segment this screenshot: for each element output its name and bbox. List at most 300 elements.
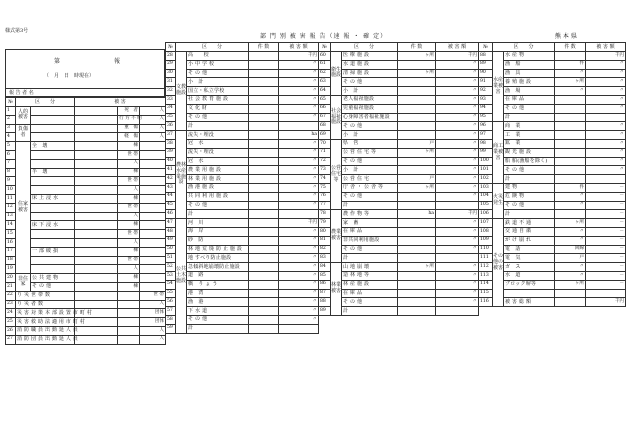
amount-cell[interactable]: 〃 [279, 183, 319, 192]
amount-cell[interactable]: 〃 [586, 166, 626, 175]
amount-cell[interactable]: 〃 [279, 95, 319, 104]
amount-cell[interactable]: 千円 [436, 52, 479, 61]
row-number: 9 [6, 177, 16, 186]
item-label: そ の 他 [342, 78, 398, 87]
count-cell[interactable] [249, 324, 279, 333]
amount-cell[interactable]: 〃 [436, 131, 479, 140]
amount-cell[interactable]: 〃 [279, 263, 319, 272]
value-cell[interactable] [75, 203, 118, 212]
amount-cell[interactable]: － [586, 245, 626, 254]
amount-cell[interactable]: 〃 [436, 219, 479, 228]
table-row [319, 280, 479, 289]
amount-cell[interactable]: 千円 [586, 298, 626, 307]
amount-cell[interactable]: 〃 [586, 95, 626, 104]
count-cell[interactable] [555, 166, 586, 175]
count-cell[interactable] [398, 289, 436, 298]
count-cell[interactable] [249, 289, 279, 298]
table-row [6, 107, 166, 116]
count-cell[interactable] [249, 280, 279, 289]
amount-cell[interactable]: 〃 [279, 192, 319, 201]
sub-label [31, 203, 75, 212]
table-row [479, 219, 626, 228]
amount-cell[interactable]: 〃 [586, 78, 626, 87]
amount-cell[interactable]: 〃 [279, 289, 319, 298]
value-cell[interactable] [140, 282, 166, 291]
value-cell[interactable] [75, 177, 118, 186]
amount-cell[interactable]: － [586, 192, 626, 201]
count-cell[interactable]: 戸 [398, 139, 436, 148]
count-cell[interactable] [555, 95, 586, 104]
value-cell[interactable] [75, 230, 118, 239]
amount-cell[interactable]: 〃 [436, 113, 479, 122]
count-cell[interactable]: 〃 [555, 87, 586, 96]
table-row [166, 271, 319, 280]
amount-cell[interactable]: 千円 [279, 219, 319, 228]
amount-cell[interactable]: 千円 [279, 52, 319, 61]
row-number: 20 [6, 274, 16, 283]
amount-cell[interactable]: 〃 [436, 166, 479, 175]
count-cell[interactable] [249, 113, 279, 122]
amount-cell[interactable]: 〃 [586, 87, 626, 96]
count-cell[interactable] [249, 307, 279, 316]
row-number: 3 [6, 124, 16, 133]
value-cell[interactable] [140, 159, 166, 168]
count-cell[interactable]: 〃 [555, 69, 586, 78]
amount-cell[interactable]: 〃 [279, 148, 319, 157]
value-cell[interactable] [140, 230, 166, 239]
amount-cell[interactable]: － [586, 263, 626, 272]
count-cell[interactable] [555, 52, 586, 61]
unit-cell: 世 帯 [118, 230, 140, 239]
value-cell[interactable] [140, 238, 166, 247]
count-cell[interactable] [398, 254, 436, 263]
amount-cell[interactable]: 〃 [279, 166, 319, 175]
count-cell[interactable] [555, 122, 586, 131]
count-cell[interactable]: ヶ所 [398, 183, 436, 192]
table-row [166, 315, 319, 324]
value-cell[interactable] [75, 194, 118, 203]
table-row [319, 104, 479, 113]
amount-cell[interactable] [586, 175, 626, 184]
count-cell[interactable] [249, 157, 279, 166]
amount-cell[interactable]: 〃 [436, 69, 479, 78]
amount-cell[interactable]: 〃 [436, 192, 479, 201]
table-row [166, 192, 319, 201]
value-cell[interactable] [75, 186, 118, 195]
amount-cell[interactable]: 〃 [436, 271, 479, 280]
value-cell[interactable] [140, 221, 166, 230]
header-amount: 被 害 額 [436, 43, 479, 52]
count-cell[interactable] [398, 219, 436, 228]
item-label: そ の 他 [342, 157, 398, 166]
amount-cell[interactable]: 〃 [279, 236, 319, 245]
value-cell[interactable] [118, 300, 140, 309]
amount-cell[interactable]: 千円 [436, 210, 479, 219]
count-cell[interactable] [249, 271, 279, 280]
unit-cell: 人 [118, 159, 140, 168]
amount-cell[interactable]: 〃 [436, 263, 479, 272]
count-cell[interactable]: ヶ所 [398, 52, 436, 61]
count-cell[interactable] [249, 148, 279, 157]
count-cell[interactable]: 〃 [555, 201, 586, 210]
reporter-name-field[interactable]: 報 告 者 名 [5, 88, 165, 97]
amount-cell[interactable]: － [586, 280, 626, 289]
amount-cell[interactable]: 〃 [436, 289, 479, 298]
value-cell[interactable] [140, 256, 166, 265]
count-cell[interactable]: 件 [555, 183, 586, 192]
amount-cell[interactable]: 〃 [436, 236, 479, 245]
amount-cell[interactable] [436, 201, 479, 210]
count-cell[interactable] [249, 236, 279, 245]
group-label: 社会福祉施設 [331, 95, 342, 139]
amount-cell[interactable] [586, 289, 626, 298]
count-cell[interactable]: ha [398, 210, 436, 219]
row-number: 114 [479, 280, 493, 289]
amount-cell[interactable]: － [586, 183, 626, 192]
count-cell[interactable] [398, 122, 436, 131]
amount-cell[interactable]: 〃 [279, 139, 319, 148]
amount-cell[interactable] [279, 210, 319, 219]
value-cell[interactable] [140, 247, 166, 256]
value-cell[interactable]: 人 [140, 124, 166, 133]
count-cell[interactable] [555, 104, 586, 113]
count-cell[interactable] [398, 157, 436, 166]
value-cell[interactable] [118, 291, 140, 300]
amount-cell[interactable]: 〃 [279, 307, 319, 316]
amount-cell[interactable]: 〃 [279, 175, 319, 184]
item-label: 漁 具 [504, 69, 555, 78]
unit-cell: 棟 [118, 221, 140, 230]
item-label: そ の 他 [504, 201, 555, 210]
item-label: 水 道 [504, 271, 555, 280]
row-number: 11 [6, 194, 16, 203]
count-cell[interactable] [249, 183, 279, 192]
row-number: 1 [6, 107, 16, 116]
amount-cell[interactable]: － [586, 210, 626, 219]
count-cell[interactable] [249, 201, 279, 210]
value-cell[interactable] [75, 238, 118, 247]
amount-cell[interactable]: － [586, 236, 626, 245]
count-cell[interactable] [249, 60, 279, 69]
count-cell[interactable] [249, 87, 279, 96]
value-cell[interactable] [75, 107, 118, 116]
count-cell[interactable] [249, 104, 279, 113]
amount-cell[interactable]: 〃 [436, 122, 479, 131]
amount-cell[interactable]: 〃 [436, 280, 479, 289]
count-cell[interactable] [249, 78, 279, 87]
amount-cell[interactable]: 〃 [586, 157, 626, 166]
count-cell[interactable] [249, 69, 279, 78]
count-cell[interactable] [398, 227, 436, 236]
value-cell[interactable] [140, 274, 166, 283]
count-cell[interactable] [249, 52, 279, 61]
count-cell[interactable] [398, 95, 436, 104]
value-cell[interactable] [140, 194, 166, 203]
count-cell[interactable]: 戸 [398, 175, 436, 184]
count-cell[interactable] [398, 113, 436, 122]
count-cell[interactable] [249, 254, 279, 263]
amount-cell[interactable]: 〃 [279, 104, 319, 113]
value-cell[interactable] [140, 203, 166, 212]
count-cell[interactable] [555, 148, 586, 157]
value-cell[interactable] [75, 150, 118, 159]
amount-cell[interactable]: 〃 [279, 201, 319, 210]
count-cell[interactable] [398, 201, 436, 210]
count-cell[interactable] [249, 219, 279, 228]
count-cell[interactable] [398, 78, 436, 87]
count-cell[interactable] [398, 104, 436, 113]
count-cell[interactable] [398, 166, 436, 175]
group-label: 住家被害 [16, 142, 31, 274]
header-category: 区 分 [493, 43, 555, 52]
amount-cell[interactable]: 〃 [436, 183, 479, 192]
count-cell[interactable]: ヶ所 [555, 280, 586, 289]
amount-cell[interactable]: 〃 [279, 280, 319, 289]
count-cell[interactable]: 戸 [555, 254, 586, 263]
group-label: 衛生施設 [331, 52, 342, 96]
value-cell[interactable] [75, 335, 118, 344]
item-label: 公 営 住 宅 [342, 175, 398, 184]
count-cell[interactable] [555, 139, 586, 148]
count-cell[interactable] [555, 210, 586, 219]
value-cell[interactable] [140, 186, 166, 195]
amount-cell[interactable]: 〃 [586, 139, 626, 148]
amount-cell[interactable]: － [586, 201, 626, 210]
count-cell[interactable]: 件 [555, 60, 586, 69]
row-number: 22 [6, 291, 16, 300]
amount-cell[interactable]: 〃 [586, 148, 626, 157]
item-label: 在 庫 品 [342, 227, 398, 236]
value-cell[interactable] [75, 300, 118, 309]
amount-cell[interactable]: 〃 [586, 131, 626, 140]
count-cell[interactable] [398, 307, 436, 316]
amount-cell[interactable]: 〃 [279, 87, 319, 96]
item-label: そ の 他 [504, 166, 555, 175]
amount-cell[interactable]: 〃 [279, 254, 319, 263]
value-cell[interactable] [75, 115, 118, 124]
amount-cell[interactable]: 〃 [279, 227, 319, 236]
amount-cell[interactable]: － [586, 219, 626, 228]
item-label: 建 物 [504, 183, 555, 192]
count-cell[interactable]: 〃 [555, 192, 586, 201]
amount-cell[interactable] [436, 307, 479, 316]
amount-cell[interactable]: 〃 [436, 157, 479, 166]
group-label: 公営住宅等 [331, 139, 342, 209]
count-cell[interactable]: 〃 [555, 227, 586, 236]
count-cell[interactable] [398, 280, 436, 289]
row-number: 8 [6, 168, 16, 177]
amount-cell[interactable]: 〃 [586, 104, 626, 113]
item-label: そ の 他 [187, 113, 249, 122]
count-cell[interactable] [249, 131, 279, 140]
table-row [319, 254, 479, 263]
amount-cell[interactable]: 〃 [436, 104, 479, 113]
count-cell[interactable] [398, 192, 436, 201]
count-cell[interactable] [249, 245, 279, 254]
count-cell[interactable] [249, 298, 279, 307]
count-cell[interactable]: 〃 [555, 263, 586, 272]
count-cell[interactable] [398, 87, 436, 96]
count-cell[interactable] [555, 113, 586, 122]
item-label: そ の 他 [187, 69, 249, 78]
amount-cell[interactable]: － [586, 227, 626, 236]
value-cell[interactable] [75, 212, 118, 221]
value-cell[interactable] [140, 177, 166, 186]
count-cell[interactable]: ヶ所 [398, 263, 436, 272]
row-number: 13 [6, 212, 16, 221]
sub-label: 全 壊 [31, 142, 75, 151]
count-cell[interactable] [555, 289, 586, 298]
count-cell[interactable] [249, 227, 279, 236]
value-cell[interactable] [75, 326, 118, 335]
value-cell[interactable] [118, 326, 140, 335]
report-box [5, 49, 165, 89]
count-cell[interactable] [249, 95, 279, 104]
item-label: 災 害 救 助 法 適 用 市 町 村 [17, 318, 86, 325]
amount-cell[interactable]: 〃 [436, 227, 479, 236]
unit-cell: 棟 [118, 168, 140, 177]
table-row [166, 280, 319, 289]
amount-cell[interactable]: 〃 [279, 157, 319, 166]
table-row [166, 139, 319, 148]
sub-label [31, 107, 75, 116]
count-cell[interactable]: 〃 [555, 236, 586, 245]
row-number: 105 [479, 201, 493, 210]
amount-cell[interactable] [436, 254, 479, 263]
count-cell[interactable] [249, 263, 279, 272]
count-cell[interactable] [249, 192, 279, 201]
amount-cell[interactable]: 〃 [586, 60, 626, 69]
amount-cell[interactable]: 〃 [436, 148, 479, 157]
count-cell[interactable] [249, 139, 279, 148]
row-number: 62 [319, 69, 331, 78]
count-cell[interactable] [398, 236, 436, 245]
value-cell[interactable] [75, 282, 118, 291]
table-row [166, 183, 319, 192]
count-cell[interactable]: ヶ所 [555, 219, 586, 228]
amount-cell[interactable]: 〃 [436, 87, 479, 96]
value-cell[interactable] [140, 168, 166, 177]
amount-cell[interactable]: 〃 [586, 69, 626, 78]
table-row [319, 122, 479, 131]
value-cell[interactable] [75, 142, 118, 151]
amount-cell[interactable]: － [586, 254, 626, 263]
count-cell[interactable] [398, 60, 436, 69]
amount-cell[interactable]: 〃 [436, 60, 479, 69]
table-row [319, 289, 479, 298]
item-label: 養 殖 施 設 [504, 78, 555, 87]
unit-cell: 世 帯 [118, 256, 140, 265]
row-number: 89 [479, 60, 493, 69]
amount-cell[interactable]: ha [279, 131, 319, 140]
unit-cell: 人 [140, 300, 166, 309]
count-cell[interactable] [249, 315, 279, 324]
count-cell[interactable] [249, 210, 279, 219]
amount-cell[interactable]: 〃 [436, 175, 479, 184]
count-cell[interactable] [398, 271, 436, 280]
value-cell[interactable]: 人 [140, 107, 166, 116]
value-cell[interactable] [75, 291, 118, 300]
value-cell[interactable] [118, 309, 140, 318]
table-row [166, 131, 319, 140]
count-cell[interactable] [398, 245, 436, 254]
amount-cell[interactable]: 〃 [279, 271, 319, 280]
amount-cell[interactable]: 〃 [279, 245, 319, 254]
value-cell[interactable] [140, 142, 166, 151]
amount-cell[interactable]: 〃 [436, 245, 479, 254]
amount-cell[interactable]: 〃 [279, 78, 319, 87]
count-cell[interactable] [398, 131, 436, 140]
count-cell[interactable]: ヶ所 [555, 78, 586, 87]
count-cell[interactable]: ヶ所 [398, 69, 436, 78]
value-cell[interactable] [75, 274, 118, 283]
value-cell[interactable]: 人 [140, 115, 166, 124]
amount-cell[interactable] [279, 122, 319, 131]
count-cell[interactable] [249, 122, 279, 131]
header-row [319, 43, 479, 52]
amount-cell[interactable]: 〃 [436, 95, 479, 104]
value-cell[interactable] [75, 159, 118, 168]
count-cell[interactable]: 回線 [555, 245, 586, 254]
value-cell[interactable] [75, 256, 118, 265]
row-number: 106 [479, 210, 493, 219]
amount-cell[interactable]: 〃 [279, 298, 319, 307]
value-cell[interactable]: 人 [140, 133, 166, 142]
count-cell[interactable] [249, 175, 279, 184]
value-cell[interactable] [118, 335, 140, 344]
count-cell[interactable] [398, 298, 436, 307]
count-cell[interactable] [555, 131, 586, 140]
count-cell[interactable]: 〃 [555, 271, 586, 280]
value-cell[interactable] [140, 265, 166, 274]
value-cell[interactable] [75, 133, 118, 142]
row-number: 70 [319, 139, 331, 148]
table-row [319, 148, 479, 157]
row-number: 44 [166, 192, 176, 201]
value-cell[interactable] [118, 318, 140, 327]
value-cell[interactable] [75, 221, 118, 230]
count-cell[interactable]: ヶ所 [398, 148, 436, 157]
value-cell[interactable] [75, 247, 118, 256]
count-cell[interactable] [555, 175, 586, 184]
amount-cell[interactable]: 〃 [279, 60, 319, 69]
value-cell[interactable] [140, 150, 166, 159]
amount-cell[interactable]: 〃 [279, 315, 319, 324]
amount-cell[interactable]: 〃 [279, 69, 319, 78]
value-cell[interactable] [75, 265, 118, 274]
count-cell[interactable] [249, 166, 279, 175]
amount-cell[interactable] [279, 324, 319, 333]
count-cell[interactable] [555, 157, 586, 166]
amount-cell[interactable]: 〃 [436, 139, 479, 148]
row-number: 6 [6, 150, 16, 159]
amount-cell[interactable]: 〃 [279, 113, 319, 122]
amount-cell[interactable]: 〃 [436, 298, 479, 307]
table-row [166, 87, 319, 96]
value-cell[interactable] [75, 168, 118, 177]
amount-cell[interactable] [586, 113, 626, 122]
amount-cell[interactable]: 千円 [586, 52, 626, 61]
value-cell[interactable] [140, 212, 166, 221]
row-number: 56 [166, 298, 176, 307]
amount-cell[interactable]: － [586, 271, 626, 280]
amount-cell[interactable]: 〃 [586, 122, 626, 131]
amount-cell[interactable]: 〃 [436, 78, 479, 87]
row-number: 41 [166, 166, 176, 175]
value-cell[interactable] [75, 124, 118, 133]
table-row [479, 183, 626, 192]
count-cell[interactable] [555, 298, 586, 307]
